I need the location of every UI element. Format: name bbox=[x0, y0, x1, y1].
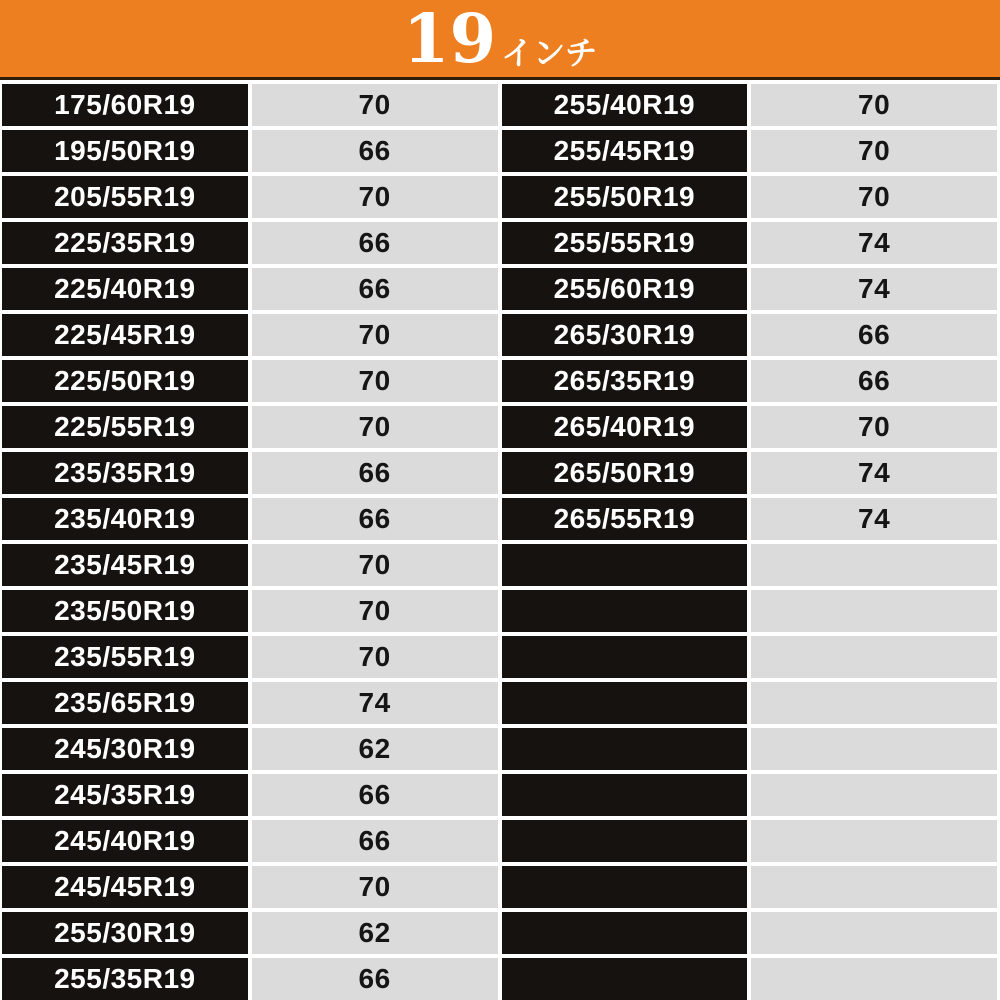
load-index-cell: 70 bbox=[751, 176, 997, 218]
load-index-cell: 74 bbox=[751, 452, 997, 494]
load-index-cell: 70 bbox=[751, 130, 997, 172]
load-index-cell: 62 bbox=[252, 728, 498, 770]
tire-size-cell: 265/55R19 bbox=[502, 498, 748, 540]
tire-size-cell bbox=[502, 820, 748, 862]
tire-size-cell: 235/35R19 bbox=[2, 452, 248, 494]
tire-size-cell: 235/55R19 bbox=[2, 636, 248, 678]
tire-size-cell: 255/55R19 bbox=[502, 222, 748, 264]
tire-size-cell: 225/50R19 bbox=[2, 360, 248, 402]
load-index-cell bbox=[751, 590, 997, 632]
tire-size-cell: 245/45R19 bbox=[2, 866, 248, 908]
tire-size-cell bbox=[502, 728, 748, 770]
load-index-cell: 70 bbox=[252, 406, 498, 448]
tire-size-cell: 265/30R19 bbox=[502, 314, 748, 356]
tire-size-cell: 195/50R19 bbox=[2, 130, 248, 172]
load-index-cell: 66 bbox=[751, 314, 997, 356]
tire-size-cell: 225/35R19 bbox=[2, 222, 248, 264]
load-index-cell bbox=[751, 682, 997, 724]
load-index-cell: 66 bbox=[252, 130, 498, 172]
load-index-cell: 70 bbox=[252, 360, 498, 402]
tire-size-cell bbox=[502, 636, 748, 678]
load-index-cell: 70 bbox=[252, 590, 498, 632]
tire-size-cell: 175/60R19 bbox=[2, 84, 248, 126]
tire-size-cell: 205/55R19 bbox=[2, 176, 248, 218]
load-index-cell: 70 bbox=[252, 636, 498, 678]
tire-size-cell bbox=[502, 866, 748, 908]
load-index-cell bbox=[751, 774, 997, 816]
load-index-cell: 66 bbox=[252, 268, 498, 310]
load-index-cell: 66 bbox=[751, 360, 997, 402]
tire-size-cell: 245/35R19 bbox=[2, 774, 248, 816]
tire-size-cell: 225/55R19 bbox=[2, 406, 248, 448]
tire-size-cell bbox=[502, 958, 748, 1000]
tire-size-cell bbox=[502, 682, 748, 724]
load-index-cell bbox=[751, 912, 997, 954]
tire-size-cell: 235/40R19 bbox=[2, 498, 248, 540]
tire-size-cell bbox=[502, 590, 748, 632]
load-index-cell: 74 bbox=[751, 268, 997, 310]
load-index-cell: 66 bbox=[252, 774, 498, 816]
tire-size-cell: 255/45R19 bbox=[502, 130, 748, 172]
header-banner bbox=[0, 0, 1000, 80]
tire-size-cell: 235/65R19 bbox=[2, 682, 248, 724]
load-index-cell bbox=[751, 636, 997, 678]
tire-size-cell: 255/40R19 bbox=[502, 84, 748, 126]
load-index-cell: 66 bbox=[252, 452, 498, 494]
tire-size-cell: 255/60R19 bbox=[502, 268, 748, 310]
load-index-cell: 70 bbox=[751, 406, 997, 448]
tire-size-cell: 235/50R19 bbox=[2, 590, 248, 632]
load-index-cell bbox=[751, 820, 997, 862]
tire-size-cell: 255/30R19 bbox=[2, 912, 248, 954]
load-index-cell bbox=[751, 958, 997, 1000]
load-index-cell bbox=[751, 728, 997, 770]
tire-size-cell: 225/40R19 bbox=[2, 268, 248, 310]
tire-size-cell: 265/35R19 bbox=[502, 360, 748, 402]
load-index-cell: 66 bbox=[252, 958, 498, 1000]
tire-size-cell: 245/40R19 bbox=[2, 820, 248, 862]
load-index-cell: 70 bbox=[252, 544, 498, 586]
tire-size-cell: 225/45R19 bbox=[2, 314, 248, 356]
load-index-cell: 74 bbox=[751, 222, 997, 264]
load-index-cell: 70 bbox=[252, 84, 498, 126]
tire-size-cell bbox=[502, 912, 748, 954]
tire-size-cell bbox=[502, 774, 748, 816]
tire-size-cell: 245/30R19 bbox=[2, 728, 248, 770]
tire-size-table bbox=[2, 84, 997, 1000]
tire-size-cell: 235/45R19 bbox=[2, 544, 248, 586]
load-index-cell: 66 bbox=[252, 222, 498, 264]
load-index-cell: 70 bbox=[751, 84, 997, 126]
tire-size-cell bbox=[502, 544, 748, 586]
header-size-number: 19 bbox=[402, 0, 497, 79]
load-index-cell bbox=[751, 544, 997, 586]
load-index-cell: 70 bbox=[252, 866, 498, 908]
load-index-cell bbox=[751, 866, 997, 908]
tire-size-cell: 255/50R19 bbox=[502, 176, 748, 218]
tire-size-cell: 265/40R19 bbox=[502, 406, 748, 448]
load-index-cell: 70 bbox=[252, 176, 498, 218]
load-index-cell: 66 bbox=[252, 820, 498, 862]
tire-size-cell: 255/35R19 bbox=[2, 958, 248, 1000]
tire-size-cell: 265/50R19 bbox=[502, 452, 748, 494]
load-index-cell: 66 bbox=[252, 498, 498, 540]
header-size-unit: インチ bbox=[501, 34, 598, 72]
load-index-cell: 74 bbox=[751, 498, 997, 540]
load-index-cell: 62 bbox=[252, 912, 498, 954]
load-index-cell: 70 bbox=[252, 314, 498, 356]
load-index-cell: 74 bbox=[252, 682, 498, 724]
